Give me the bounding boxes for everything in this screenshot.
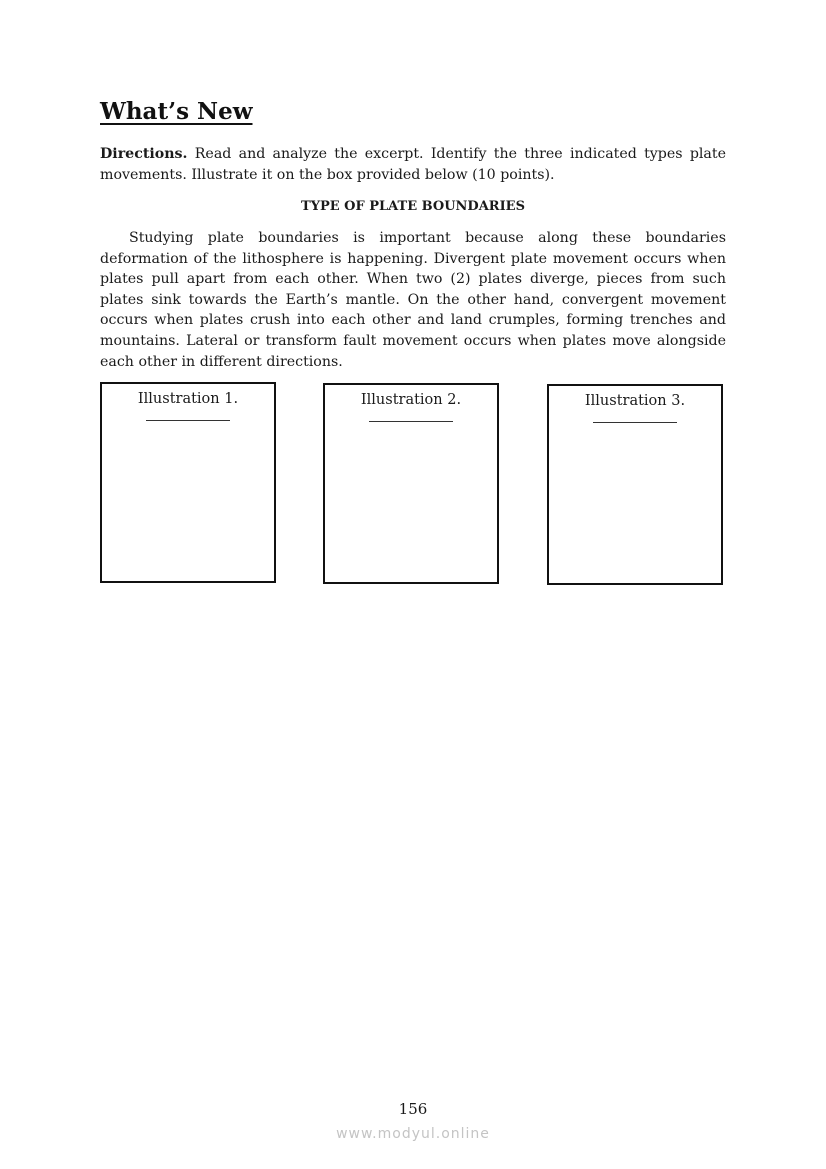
excerpt-body: Studying plate boundaries is important because along these boundaries deformation of the lithosphere is happening. Divergent plate movement occurs when plates pull apart from each other. When two (2) plates diverge, pieces from such plates sink towards the Earth’s mantle. On the other hand, convergent movement occurs when plates crush into each other and land crumples, forming trenches and mountains. Lateral or transform fault movement occurs when plates move alongside each other in different directions. — [100, 230, 726, 370]
directions-text: Read and analyze the excerpt. Identify the three indicated types plate movements. Illustrate it on the box provided below (10 points). — [100, 146, 726, 183]
watermark: www.modyul.online — [336, 1126, 490, 1142]
illustration-label-3: Illustration 3. — [584, 393, 686, 409]
illustration-answer-line-3[interactable] — [593, 416, 677, 423]
page-number: 156 — [398, 1100, 428, 1118]
illustration-box-2[interactable] — [323, 383, 499, 584]
illustration-box-1[interactable] — [100, 382, 276, 583]
illustration-label-2: Illustration 2. — [360, 392, 462, 408]
directions-paragraph — [100, 144, 726, 186]
illustration-answer-line-1[interactable] — [146, 414, 230, 421]
illustration-label-1: Illustration 1. — [137, 391, 239, 407]
illustration-answer-line-2[interactable] — [369, 415, 453, 422]
illustration-box-3[interactable] — [547, 384, 723, 585]
directions-label: Directions. — [100, 146, 188, 162]
section-heading: What’s New — [100, 98, 253, 125]
excerpt-title: TYPE OF PLATE BOUNDARIES — [301, 199, 525, 214]
